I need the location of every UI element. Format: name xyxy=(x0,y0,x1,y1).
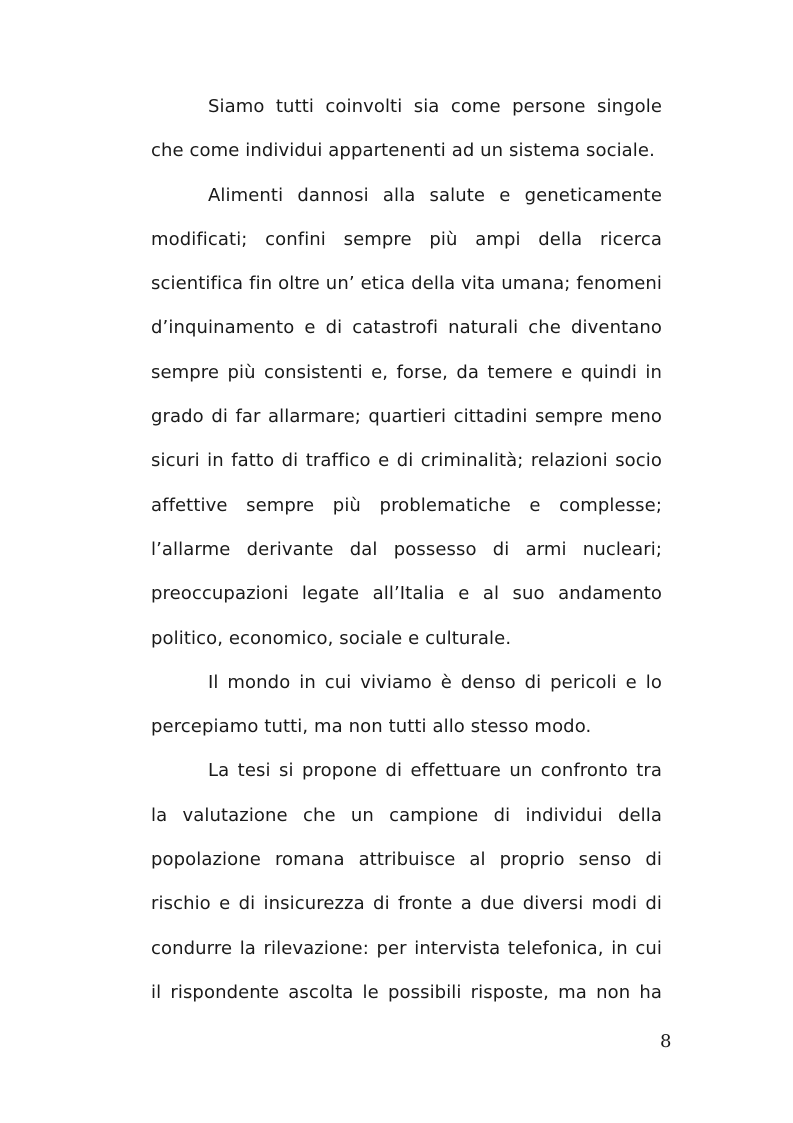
text-line: che come individui appartenenti ad un sistema sociale. xyxy=(151,140,655,162)
text-line: affettive sempre più problematiche e complesse; xyxy=(151,494,662,516)
body-text xyxy=(151,85,662,1015)
text-line: preoccupazioni legate all’Italia e al suo andamento xyxy=(151,583,662,605)
text-line: condurre la rilevazione: per intervista telefonica, in cui xyxy=(151,937,662,959)
text-line: d’inquinamento e di catastrofi naturali che diventano xyxy=(151,317,662,339)
text-line: la valutazione che un campione di individui della xyxy=(151,804,662,826)
text-line: scientifica fin oltre un’ etica della vita umana; fenomeni xyxy=(151,273,662,295)
text-line: Alimenti dannosi alla salute e geneticamente xyxy=(208,184,662,206)
text-line: il rispondente ascolta le possibili risposte, ma non ha xyxy=(151,981,662,1003)
text-line: popolazione romana attribuisce al proprio senso di xyxy=(151,849,662,871)
text-line: grado di far allarmare; quartieri cittadini sempre meno xyxy=(151,406,662,428)
text-line: Siamo tutti coinvolti sia come persone singole xyxy=(208,96,662,117)
text-line: percepiamo tutti, ma non tutti allo stesso modo. xyxy=(151,716,592,738)
text-line: Il mondo in cui viviamo è denso di pericoli e lo xyxy=(208,671,662,693)
text-line: sicuri in fatto di traffico e di criminalità; relazioni socio xyxy=(151,450,662,472)
text-line: La tesi si propone di effettuare un confronto tra xyxy=(208,760,662,782)
text-line: sempre più consistenti e, forse, da temere e quindi in xyxy=(151,361,662,383)
text-line: rischio e di insicurezza di fronte a due diversi modi di xyxy=(151,893,662,915)
text-line: l’allarme derivante dal possesso di armi nucleari; xyxy=(151,538,662,560)
text-line: politico, economico, sociale e culturale. xyxy=(151,627,512,649)
text-line: modificati; confini sempre più ampi della ricerca xyxy=(151,228,662,250)
page-number: 8 xyxy=(660,1031,672,1052)
